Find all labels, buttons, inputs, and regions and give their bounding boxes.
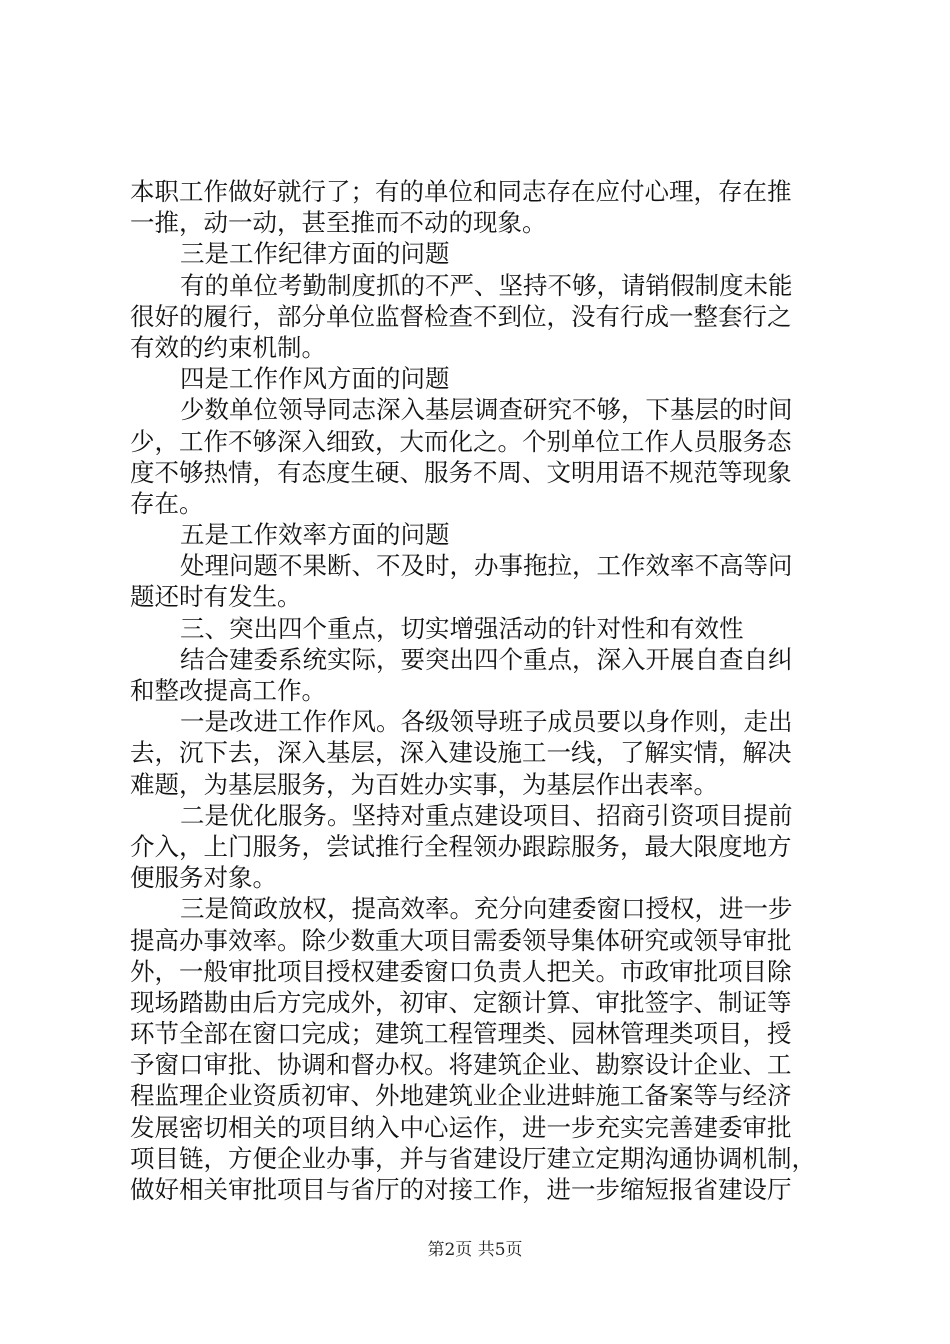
text-line: 三是简政放权，提高效率。充分向建委窗口授权，进一步 — [180, 894, 793, 924]
text-line: 很好的履行，部分单位监督检查不到位，没有行成一整套行之 — [130, 301, 792, 331]
text-line: 少数单位领导同志深入基层调查研究不够，下基层的时间 — [180, 395, 793, 425]
text-line: 程监理企业资质初审、外地建筑业企业进蚌施工备案等与经济 — [130, 1081, 792, 1111]
text-line: 度不够热情，有态度生硬、服务不周、文明用语不规范等现象 — [130, 457, 792, 487]
text-line: 去，沉下去，深入基层，深入建设施工一线，了解实情，解决 — [130, 738, 792, 768]
text-line: 结合建委系统实际，要突出四个重点，深入开展自查自纠 — [180, 644, 793, 674]
text-line: 和整改提高工作。 — [130, 676, 326, 705]
text-line: 介入，上门服务，尝试推行全程领办跟踪服务，最大限度地方 — [130, 831, 792, 861]
text-line: 项目链，方便企业办事，并与省建设厅建立定期沟通协调机制， — [130, 1143, 816, 1173]
document-body — [130, 176, 830, 1205]
text-line: 二是优化服务。坚持对重点建设项目、招商引资项目提前 — [180, 800, 793, 830]
text-line: 予窗口审批、协调和督办权。将建筑企业、勘察设计企业、工 — [130, 1050, 792, 1080]
section-heading: 五是工作效率方面的问题 — [180, 520, 450, 550]
text-line: 便服务对象。 — [130, 863, 277, 893]
text-line: 题还时有发生。 — [130, 582, 302, 612]
text-line: 有效的约束机制。 — [130, 332, 326, 362]
section-heading: 三、突出四个重点，切实增强活动的针对性和有效性 — [180, 613, 744, 643]
text-line: 难题，为基层服务，为百姓办实事，为基层作出表率。 — [130, 769, 718, 799]
text-line: 现场踏勘由后方完成外，初审、定额计算、审批签字、制证等 — [130, 987, 792, 1017]
section-heading: 四是工作作风方面的问题 — [180, 364, 450, 394]
text-line: 环节全部在窗口完成；建筑工程管理类、园林管理类项目，授 — [130, 1019, 792, 1049]
text-line: 本职工作做好就行了；有的单位和同志存在应付心理，存在推 — [130, 177, 792, 206]
text-line: 发展密切相关的项目纳入中心运作，进一步充实完善建委审批 — [130, 1112, 792, 1142]
text-line: 存在。 — [130, 488, 204, 518]
section-heading: 三是工作纪律方面的问题 — [180, 239, 450, 269]
text-line: 提高办事效率。除少数重大项目需委领导集体研究或领导审批 — [130, 925, 792, 955]
text-line: 一是改进工作作风。各级领导班子成员要以身作则，走出 — [180, 707, 793, 737]
text-line: 一推，动一动，甚至推而不动的现象。 — [130, 208, 547, 238]
page-number-footer: 第2页 共5页 — [427, 1240, 523, 1260]
text-line: 少，工作不够深入细致，大而化之。个别单位工作人员服务态 — [130, 426, 792, 456]
text-line: 外，一般审批项目授权建委窗口负责人把关。市政审批项目除 — [130, 956, 792, 986]
text-line: 处理问题不果断、不及时，办事拖拉，工作效率不高等问 — [180, 551, 793, 581]
text-line: 做好相关审批项目与省厅的对接工作，进一步缩短报省建设厅 — [130, 1175, 792, 1204]
text-line: 有的单位考勤制度抓的不严、坚持不够，请销假制度未能 — [180, 270, 793, 300]
